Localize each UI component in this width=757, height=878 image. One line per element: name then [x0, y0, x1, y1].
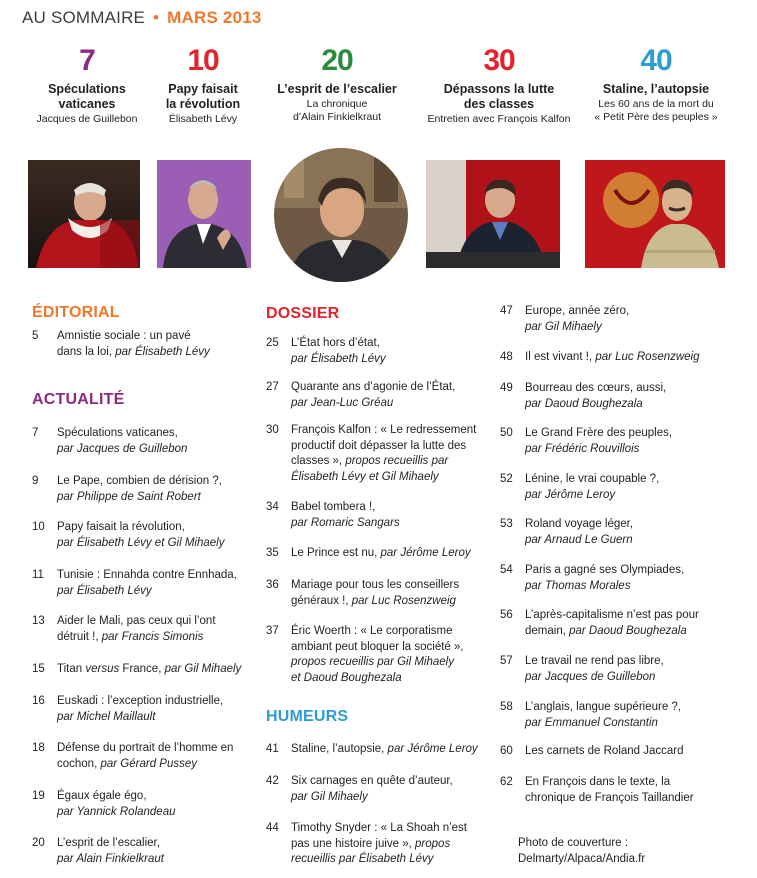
entry-line: L’État hors d’état,	[291, 337, 380, 349]
entry-line: Staline, l’autopsie, par Jérôme Leroy	[291, 743, 478, 755]
feature-page-number: 7	[79, 44, 95, 77]
entry-line: Les carnets de Roland Jaccard	[525, 745, 684, 757]
page-number: 44	[266, 822, 279, 834]
feature-subtitle: Entretien avec François Kalfon	[427, 113, 571, 125]
entry-line: Égaux égale égo,	[57, 790, 147, 802]
entry-line: chronique de François Taillandier	[525, 791, 694, 804]
feature-20[interactable]	[262, 44, 412, 124]
entry-line: par Emmanuel Constantin	[525, 716, 658, 729]
page-number: 11	[32, 569, 44, 581]
entry-line: Six carnages en quête d’auteur,	[291, 775, 453, 787]
section-humeurs: HUMEURS	[266, 708, 349, 725]
page-number: 49	[500, 382, 513, 394]
entry-line: Éric Woerth : « Le corporatisme	[291, 625, 453, 637]
entry-line: par Gil Mihaely	[291, 790, 368, 803]
entry-line: Aider le Mali, pas ceux qui l’ont	[57, 615, 216, 627]
feature-30[interactable]	[420, 44, 578, 126]
entry-line: demain, par Daoud Boughezala	[525, 624, 687, 637]
entry-line: Babel tombera !,	[291, 501, 376, 513]
page-number: 57	[500, 655, 513, 667]
entry-line: classes », propos recueillis par	[291, 455, 449, 467]
page-number: 58	[500, 701, 513, 713]
entry-line: dans la loi, par Élisabeth Lévy	[57, 345, 210, 358]
feature-title: L’esprit de l’escalier	[277, 82, 397, 96]
page-number: 60	[500, 745, 513, 757]
entry-text	[57, 329, 210, 360]
page-number: 62	[500, 776, 513, 788]
feature-title: Dépassons la lutte des classes	[443, 82, 555, 111]
page-number: 53	[500, 518, 513, 530]
entry-text	[291, 742, 478, 758]
entry-text	[57, 520, 224, 551]
header-label: AU SOMMAIRE	[22, 8, 146, 27]
header-separator: •	[153, 8, 160, 27]
feature-page-number: 30	[483, 44, 515, 77]
entry-line: Le Prince est nu, par Jérôme Leroy	[291, 547, 471, 559]
feature-7[interactable]	[28, 44, 146, 126]
entry-line: par Gil Mihaely	[525, 320, 602, 333]
page-number: 30	[266, 424, 279, 436]
entry-text	[57, 474, 222, 505]
entry-line: recueillis par Élisabeth Lévy	[291, 853, 434, 865]
entry-text	[291, 380, 455, 411]
feature-subtitle: Jacques de Guillebon	[36, 113, 138, 125]
page-number: 18	[32, 742, 45, 754]
entry-text	[525, 304, 629, 335]
entry-line: En François dans le texte, la	[525, 776, 671, 788]
entry-text	[525, 608, 699, 639]
entry-line: productif doit dépasser la lutte des	[291, 439, 467, 452]
section-dossier: DOSSIER	[266, 305, 340, 322]
hessel-photo	[157, 160, 251, 268]
entry-line: par Arnaud Le Guern	[525, 533, 633, 546]
entry-line: Bourreau des cœurs, aussi,	[525, 382, 667, 394]
page-number: 42	[266, 775, 279, 787]
entry-line: par Jérôme Leroy	[525, 488, 616, 501]
cover-credit: Photo de couverture : Delmarty/Alpaca/Andia.fr	[518, 837, 646, 865]
feature-10[interactable]	[150, 44, 256, 126]
entry-line: Lénine, le vrai coupable ?,	[525, 473, 660, 485]
entry-text	[57, 662, 241, 678]
entry-text	[57, 614, 216, 645]
issue-date: MARS 2013	[167, 8, 262, 27]
entry-line: pas une histoire juive », propos	[291, 837, 451, 850]
page-number: 19	[32, 790, 45, 802]
entry-line: par Jean-Luc Gréau	[291, 396, 394, 409]
page-number: 15	[32, 663, 45, 675]
entry-line: par Élisabeth Lévy	[57, 584, 152, 597]
entry-line: Défense du portrait de l’homme en	[57, 742, 234, 754]
entry-line: par Yannick Rolandeau	[57, 805, 176, 818]
entry-text	[525, 744, 684, 760]
entry-text	[525, 350, 700, 366]
entry-line: L’après-capitalisme n’est pas pour	[525, 609, 699, 621]
page-number: 5	[32, 330, 39, 342]
feature-page-number: 20	[321, 44, 353, 77]
entry-line: généraux !, par Luc Rosenzweig	[291, 594, 456, 607]
entry-text	[525, 654, 664, 685]
stalin-photo	[585, 160, 725, 268]
entry-text	[57, 836, 164, 867]
entry-line: Le Grand Frère des peuples,	[525, 427, 673, 439]
entry-text	[57, 694, 223, 725]
entry-line: Spéculations vaticanes,	[57, 427, 178, 439]
entry-line: par Élisabeth Lévy	[291, 352, 386, 365]
entry-line: Timothy Snyder : « La Shoah n’est	[291, 822, 468, 834]
page-number: 54	[500, 564, 513, 576]
feature-subtitle: Les 60 ans de la mort du « Petit Père des peuples »	[594, 98, 718, 123]
entry-text	[291, 578, 459, 609]
entry-text	[57, 741, 233, 772]
feature-subtitle: Élisabeth Lévy	[168, 113, 238, 125]
entry-line: Euskadi : l’exception industrielle,	[57, 695, 224, 707]
page-number: 25	[266, 337, 279, 349]
page-number: 20	[32, 837, 45, 849]
entry-text	[57, 568, 237, 599]
entry-line: Europe, année zéro,	[525, 305, 630, 317]
feature-title: Spéculations vaticanes	[48, 82, 126, 111]
page-number: 13	[32, 615, 45, 627]
header	[22, 8, 262, 28]
entry-text	[525, 472, 659, 503]
entry-line: propos recueillis par Gil Mihaely	[291, 656, 454, 668]
entry-text	[291, 500, 400, 531]
entry-text	[57, 789, 176, 820]
entry-line: L’anglais, langue supérieure ?,	[525, 701, 682, 713]
entry-text	[291, 624, 464, 686]
page-number: 36	[266, 579, 279, 591]
entry-text	[525, 700, 681, 731]
entry-line: par Philippe de Saint Robert	[57, 490, 201, 503]
entry-line: Roland voyage léger,	[525, 518, 634, 530]
entry-line: par Romaric Sangars	[291, 516, 400, 529]
entry-line: par Daoud Boughezala	[525, 397, 643, 410]
entry-line: Il est vivant !, par Luc Rosenzweig	[525, 351, 700, 363]
page-number: 47	[500, 305, 513, 317]
kalfon-photo	[426, 160, 560, 268]
entry-line: Papy faisait la révolution,	[57, 521, 185, 533]
feature-page-number: 10	[187, 44, 219, 77]
feature-title: Papy faisait la révolution	[165, 82, 241, 111]
entry-line: Le travail ne rend pas libre,	[525, 655, 664, 667]
entry-text	[291, 546, 471, 562]
page-number: 7	[32, 427, 39, 439]
page-number: 34	[266, 501, 279, 513]
entry-line: par Thomas Morales	[525, 579, 631, 592]
entry-text	[57, 426, 187, 457]
entry-line: détruit !, par Francis Simonis	[57, 630, 204, 643]
entry-text	[525, 517, 633, 548]
feature-40[interactable]	[582, 44, 730, 124]
page-number: 27	[266, 381, 279, 393]
entry-text	[291, 336, 386, 367]
entry-line: Titan versus France, par Gil Mihaely	[57, 663, 242, 675]
entry-line: Élisabeth Lévy et Gil Mihaely	[291, 470, 439, 483]
entry-text	[525, 563, 684, 594]
page-number: 48	[500, 351, 513, 363]
entry-line: cochon, par Gérard Pussey	[57, 757, 197, 770]
page-number: 41	[266, 743, 279, 755]
feature-page-number: 40	[640, 44, 672, 77]
entry-text	[525, 381, 666, 412]
entry-text	[291, 821, 467, 868]
page-number: 50	[500, 427, 513, 439]
entry-line: par Jacques de Guillebon	[525, 670, 656, 683]
entry-text	[525, 775, 694, 806]
section-editorial: ÉDITORIAL	[32, 304, 120, 321]
finkielkraut-photo	[274, 148, 408, 282]
entry-line: Quarante ans d’agonie de l’État,	[291, 381, 456, 393]
page-number: 52	[500, 473, 513, 485]
entry-text	[291, 774, 453, 805]
page-number: 35	[266, 547, 279, 559]
page-number: 37	[266, 625, 279, 637]
section-actualite: ACTUALITÉ	[32, 391, 125, 408]
feature-subtitle: La chronique d’Alain Finkielkraut	[292, 98, 382, 123]
entry-line: Paris a gagné ses Olympiades,	[525, 564, 685, 576]
entry-text	[291, 423, 476, 485]
page-number: 10	[32, 521, 45, 533]
entry-line: Tunisie : Ennahda contre Ennhada,	[57, 569, 237, 581]
entry-line: ambiant peut bloquer la société »,	[291, 640, 464, 653]
entry-line: par Alain Finkielkraut	[57, 852, 164, 865]
page-number: 16	[32, 695, 45, 707]
entry-line: Le Pape, combien de dérision ?,	[57, 475, 222, 487]
entry-line: Mariage pour tous les conseillers	[291, 579, 460, 591]
entry-text	[525, 426, 672, 457]
pope-photo	[28, 160, 140, 268]
entry-line: par Jacques de Guillebon	[57, 442, 188, 455]
entry-line: par Frédéric Rouvillois	[525, 442, 640, 455]
entry-line: L’esprit de l’escalier,	[57, 837, 160, 849]
feature-title: Staline, l’autopsie	[602, 82, 710, 96]
entry-line: et Daoud Boughezala	[291, 671, 402, 684]
entry-line: par Élisabeth Lévy et Gil Mihaely	[57, 536, 225, 549]
entry-line: François Kalfon : « Le redressement	[291, 424, 477, 436]
entry-line: Amnistie sociale : un pavé	[57, 330, 191, 342]
page-number: 9	[32, 475, 39, 487]
page-number: 56	[500, 609, 513, 621]
entry-line: par Michel Maillault	[57, 710, 156, 723]
